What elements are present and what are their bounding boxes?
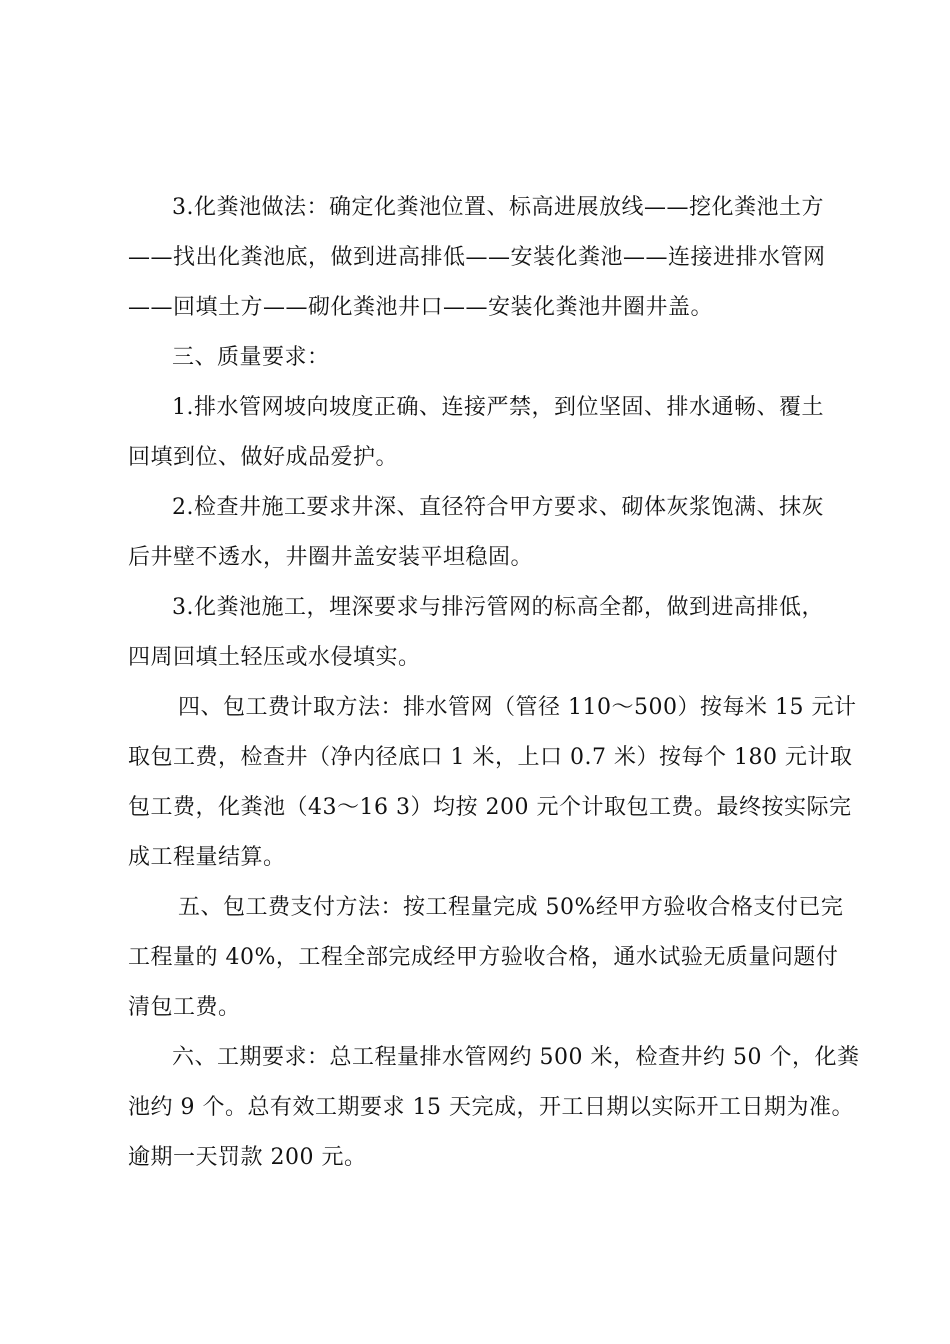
paragraph-line: 1.排水管网坡向坡度正确、连接严禁，到位坚固、排水通畅、覆土 [172,395,824,420]
paragraph-quality-1 [128,383,828,483]
paragraph-line: 六、工期要求：总工程量排水管网约 500 米，检查井约 50 个，化粪 [172,1045,860,1070]
paragraph-line: ——回填土方——砌化粪池井口——安装化粪池井圈井盖。 [128,295,714,320]
section-heading-quality [128,333,828,383]
paragraph-line: 工程量的 40%，工程全部完成经甲方验收合格，通水试验无质量问题付 [128,945,839,970]
paragraph-line: 包工费，化粪池（43～16 3）均按 200 元个计取包工费。最终按实际完 [128,795,852,820]
paragraph-line: 3.化粪池施工，埋深要求与排污管网的标高全都，做到进高排低， [172,595,824,620]
paragraph-quality-2 [128,483,828,583]
paragraph-schedule [128,1033,860,1183]
paragraph-line: 逾期一天罚款 200 元。 [128,1145,367,1170]
paragraph-line: 后井壁不透水，井圈井盖安装平坦稳固。 [128,545,534,570]
paragraph-line: 池约 9 个。总有效工期要求 15 天完成，开工日期以实际开工日期为准。 [128,1095,854,1120]
paragraph-line: 四周回填土轻压或水侵填实。 [128,645,421,670]
paragraph-line: 回填到位、做好成品爱护。 [128,445,399,470]
paragraph-line: 清包工费。 [128,995,241,1020]
paragraph-fee-calc [128,683,857,883]
paragraph-line: 四、包工费计取方法：排水管网（管径 110～500）按每米 15 元计 [178,695,857,720]
paragraph-line: 取包工费，检查井（净内径底口 1 米，上口 0.7 米）按每个 180 元计取 [128,745,853,770]
paragraph-septic-method [128,183,828,333]
section-heading: 三、质量要求： [172,345,330,370]
paragraph-line: ——找出化粪池底，做到进高排低——安装化粪池——连接进排水管网 [128,245,826,270]
paragraph-line: 成工程量结算。 [128,845,286,870]
paragraph-quality-3 [128,583,828,683]
paragraph-line: 2.检查井施工要求井深、直径符合甲方要求、砌体灰浆饱满、抹灰 [172,495,824,520]
paragraph-line: 3.化粪池做法：确定化粪池位置、标高进展放线——挖化粪池土方 [172,195,824,220]
paragraph-fee-payment [128,883,844,1033]
paragraph-line: 五、包工费支付方法：按工程量完成 50%经甲方验收合格支付已完 [178,895,844,920]
